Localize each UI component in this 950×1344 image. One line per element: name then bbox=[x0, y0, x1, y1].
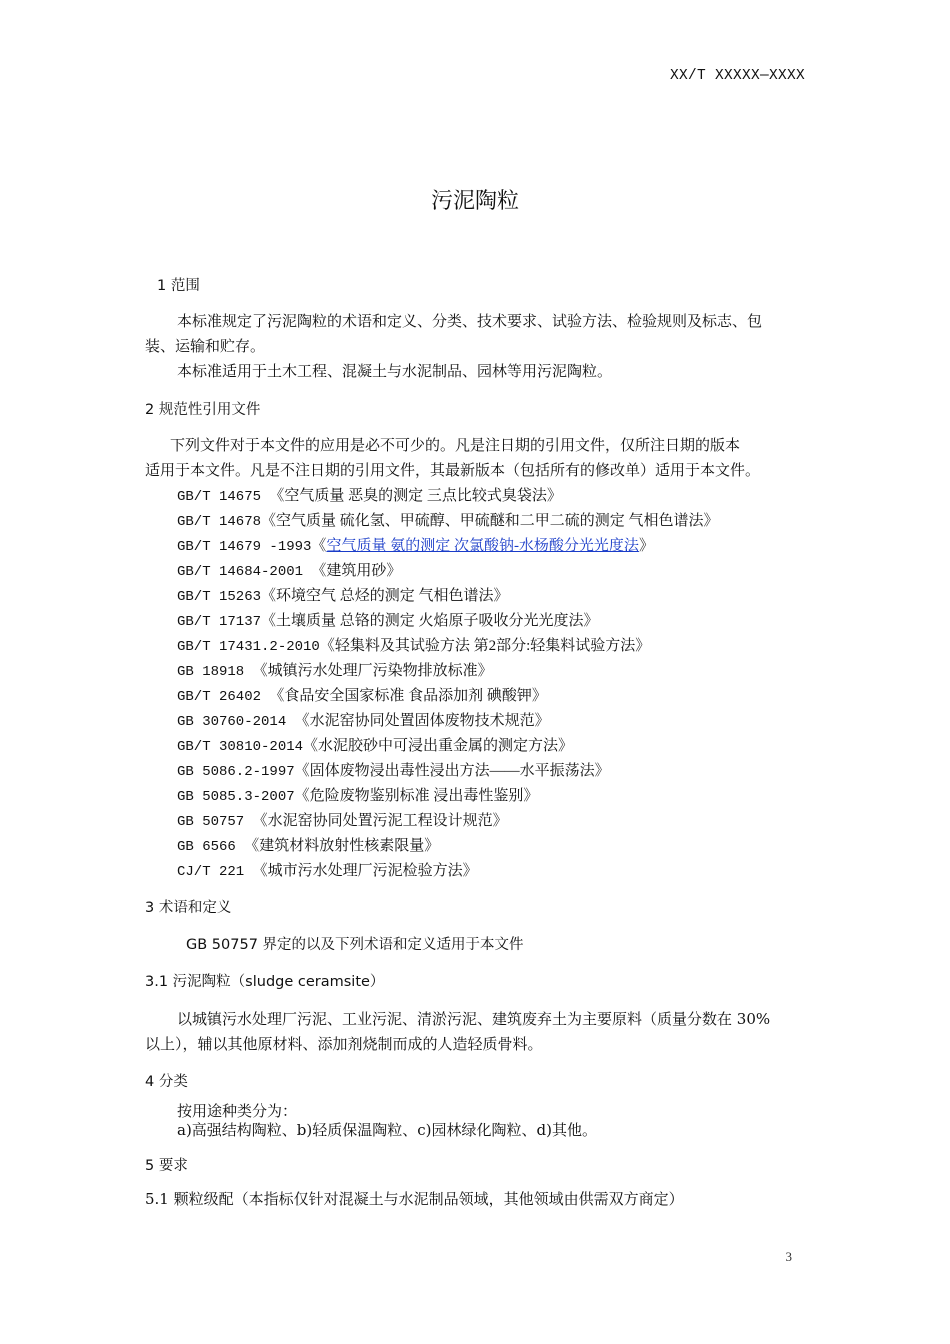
reference-item bbox=[177, 834, 439, 855]
reference-title: 《环境空气 总烃的测定 气相色谱法》 bbox=[261, 588, 509, 604]
classification-list: a)高强结构陶粒、b)轻质保温陶粒、c)园林绿化陶粒、d)其他。 bbox=[177, 1121, 597, 1139]
classification-intro: 按用途种类分为： bbox=[177, 1102, 298, 1120]
page-number: 3 bbox=[785, 1249, 792, 1264]
reference-item bbox=[177, 759, 610, 780]
reference-title: 《土壤质量 总铬的测定 火焰原子吸收分光光度法》 bbox=[261, 613, 599, 629]
reference-item bbox=[177, 609, 599, 630]
reference-bracket-close: 》 bbox=[638, 538, 654, 554]
reference-title: 《城镇污水处理厂污染物排放标准》 bbox=[252, 663, 493, 679]
reference-item bbox=[177, 634, 650, 655]
reference-item bbox=[177, 684, 547, 705]
reference-title: 《轻集料及其试验方法 第2部分:轻集料试验方法》 bbox=[319, 638, 651, 654]
section-2-intro-line-1: 下列文件对于本文件的应用是必不可少的。凡是注日期的引用文件，仅所注日期的版本 bbox=[170, 436, 741, 454]
reference-code: GB/T 14679 -1993 bbox=[177, 539, 312, 555]
reference-code: GB/T 26402 bbox=[177, 689, 270, 705]
reference-title: 《水泥窑协同处置污泥工程设计规范》 bbox=[252, 813, 508, 829]
reference-item bbox=[177, 809, 508, 830]
reference-code: GB 5085.3-2007 bbox=[177, 789, 295, 805]
reference-item bbox=[177, 859, 478, 880]
reference-code: GB/T 17431.2-2010 bbox=[177, 639, 320, 655]
section-5-1-heading: 5.1 颗粒级配（本指标仅针对混凝土与水泥制品领域，其他领域由供需双方商定） bbox=[145, 1190, 684, 1208]
reference-title: 《水泥胶砂中可浸出重金属的测定方法》 bbox=[303, 738, 574, 754]
reference-code: CJ/T 221 bbox=[177, 864, 253, 880]
reference-code: GB 6566 bbox=[177, 839, 245, 855]
section-1-para-1-line-2: 装、运输和贮存。 bbox=[145, 337, 266, 355]
reference-bracket-open: 《 bbox=[311, 538, 327, 554]
document-code: XX/T XXXXX—XXXX bbox=[669, 68, 805, 84]
reference-item bbox=[177, 784, 538, 805]
reference-code: GB/T 15263 bbox=[177, 589, 262, 605]
reference-link[interactable]: 空气质量 氨的测定 次氯酸钠-水杨酸分光光度法 bbox=[326, 538, 639, 554]
section-2-heading: 2 规范性引用文件 bbox=[145, 402, 261, 418]
reference-item bbox=[177, 534, 654, 555]
reference-code: GB 30760-2014 bbox=[177, 714, 295, 730]
reference-code: GB/T 14675 bbox=[177, 489, 270, 505]
reference-title: 《建筑材料放射性核素限量》 bbox=[244, 838, 440, 854]
reference-item bbox=[177, 659, 493, 680]
reference-item bbox=[177, 559, 401, 580]
reference-item bbox=[177, 584, 509, 605]
section-3-1-heading: 3.1 污泥陶粒（sludge ceramsite） bbox=[145, 974, 385, 990]
reference-item bbox=[177, 509, 719, 530]
reference-title: 《空气质量 硫化氢、甲硫醇、甲硫醚和二甲二硫的测定 气相色谱法》 bbox=[261, 513, 719, 529]
reference-title: 《固体废物浸出毒性浸出方法——水平振荡法》 bbox=[294, 763, 610, 779]
reference-code: GB/T 14684-2001 bbox=[177, 564, 312, 580]
reference-title: 《城市污水处理厂污泥检验方法》 bbox=[252, 863, 478, 879]
reference-code: GB/T 30810-2014 bbox=[177, 739, 304, 755]
reference-item bbox=[177, 734, 573, 755]
reference-item bbox=[177, 709, 550, 730]
section-3-heading: 3 术语和定义 bbox=[145, 900, 232, 916]
section-3-intro: GB 50757 界定的以及下列术语和定义适用于本文件 bbox=[186, 937, 524, 953]
section-1-heading: 1 范围 bbox=[157, 278, 200, 294]
reference-item bbox=[177, 484, 562, 505]
document-title: 污泥陶粒 bbox=[430, 189, 519, 214]
reference-code: GB/T 14678 bbox=[177, 514, 262, 530]
section-2-intro-line-2: 适用于本文件。凡是不注日期的引用文件，其最新版本（包括所有的修改单）适用于本文件。 bbox=[145, 461, 761, 479]
reference-code: GB/T 17137 bbox=[177, 614, 262, 630]
section-1-para-2: 本标准适用于土木工程、混凝土与水泥制品、园林等用污泥陶粒。 bbox=[177, 362, 613, 380]
reference-title: 《水泥窑协同处置固体废物技术规范》 bbox=[294, 713, 550, 729]
reference-title: 《空气质量 恶臭的测定 三点比较式臭袋法》 bbox=[269, 488, 562, 504]
reference-code: GB 5086.2-1997 bbox=[177, 764, 295, 780]
section-5-heading: 5 要求 bbox=[145, 1158, 188, 1174]
reference-title: 《建筑用砂》 bbox=[311, 563, 402, 579]
reference-code: GB 18918 bbox=[177, 664, 253, 680]
reference-title: 《食品安全国家标准 食品添加剂 碘酸钾》 bbox=[269, 688, 547, 704]
reference-code: GB 50757 bbox=[177, 814, 253, 830]
section-1-para-1-line-1: 本标准规定了污泥陶粒的术语和定义、分类、技术要求、试验方法、检验规则及标志、包 bbox=[177, 312, 763, 330]
section-4-heading: 4 分类 bbox=[145, 1074, 188, 1090]
definition-line-2: 以上），辅以其他原材料、添加剂烧制而成的人造轻质骨料。 bbox=[145, 1035, 543, 1053]
definition-line-1: 以城镇污水处理厂污泥、工业污泥、清淤污泥、建筑废弃土为主要原料（质量分数在 30% bbox=[177, 1010, 771, 1028]
reference-title: 《危险废物鉴别标准 浸出毒性鉴别》 bbox=[294, 788, 539, 804]
